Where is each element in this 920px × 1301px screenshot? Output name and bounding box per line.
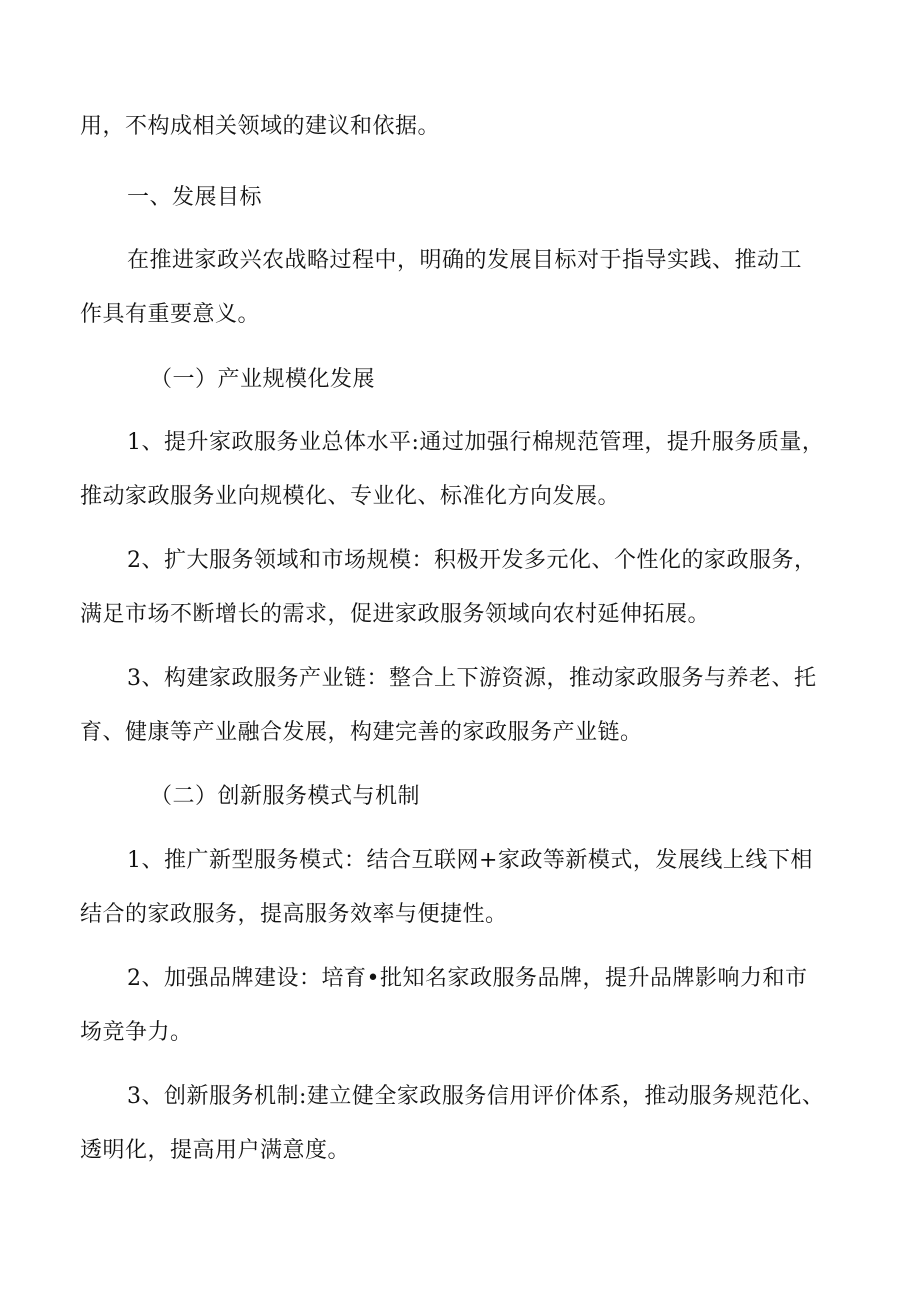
item-3-line-1: 3、构建家政服务产业链：整合上下游资源，推动家政服务与养老、托 [127, 666, 817, 691]
item-b1-line-1: 1、推广新型服务模式：结合互联网+家政等新模式，发展线上线下相 [127, 848, 813, 873]
item-b2-line-2: 场竞争力。 [80, 1020, 193, 1045]
item-2-line-2: 满足市场不断增长的需求，促进家政服务领域向农村延伸拓展。 [80, 602, 711, 627]
paragraph-continuation-line: 用，不构成相关领域的建议和依据。 [80, 114, 441, 139]
item-1-line-2: 推动家政服务业向规模化、专业化、标准化方向发展。 [80, 484, 621, 509]
subheading-innovation-models: （二）创新服务模式与机制 [150, 784, 421, 809]
item-1-line-1: 1、提升家政服务业总体水平:通过加强行棉规范管理，提升服务质量， [127, 430, 825, 455]
item-3-line-2: 育、健康等产业融合发展，构建完善的家政服务产业链。 [80, 720, 643, 745]
item-b3-line-1: 3、创新服务机制:建立健全家政服务信用评价体系，推动服务规范化、 [127, 1084, 825, 1109]
intro-paragraph-line-1: 在推进家政兴农战略过程中，明确的发展目标对于指导实践、推动工 [127, 248, 803, 273]
intro-paragraph-line-2: 作具有重要意义。 [80, 302, 261, 327]
item-b2-line-1: 2、加强品牌建设：培育•批知名家政服务品牌，提升品牌影响力和市 [127, 966, 808, 991]
item-2-line-1: 2、扩大服务领域和市场规模：积极开发多元化、个性化的家政服务， [127, 548, 817, 573]
item-b3-line-2: 透明化，提高用户满意度。 [80, 1138, 351, 1163]
item-b1-line-2: 结合的家政服务，提高服务效率与便捷性。 [80, 902, 508, 927]
section-heading-development-goals: 一、发展目标 [127, 185, 263, 210]
subheading-industry-scale: （一）产业规模化发展 [150, 367, 376, 392]
